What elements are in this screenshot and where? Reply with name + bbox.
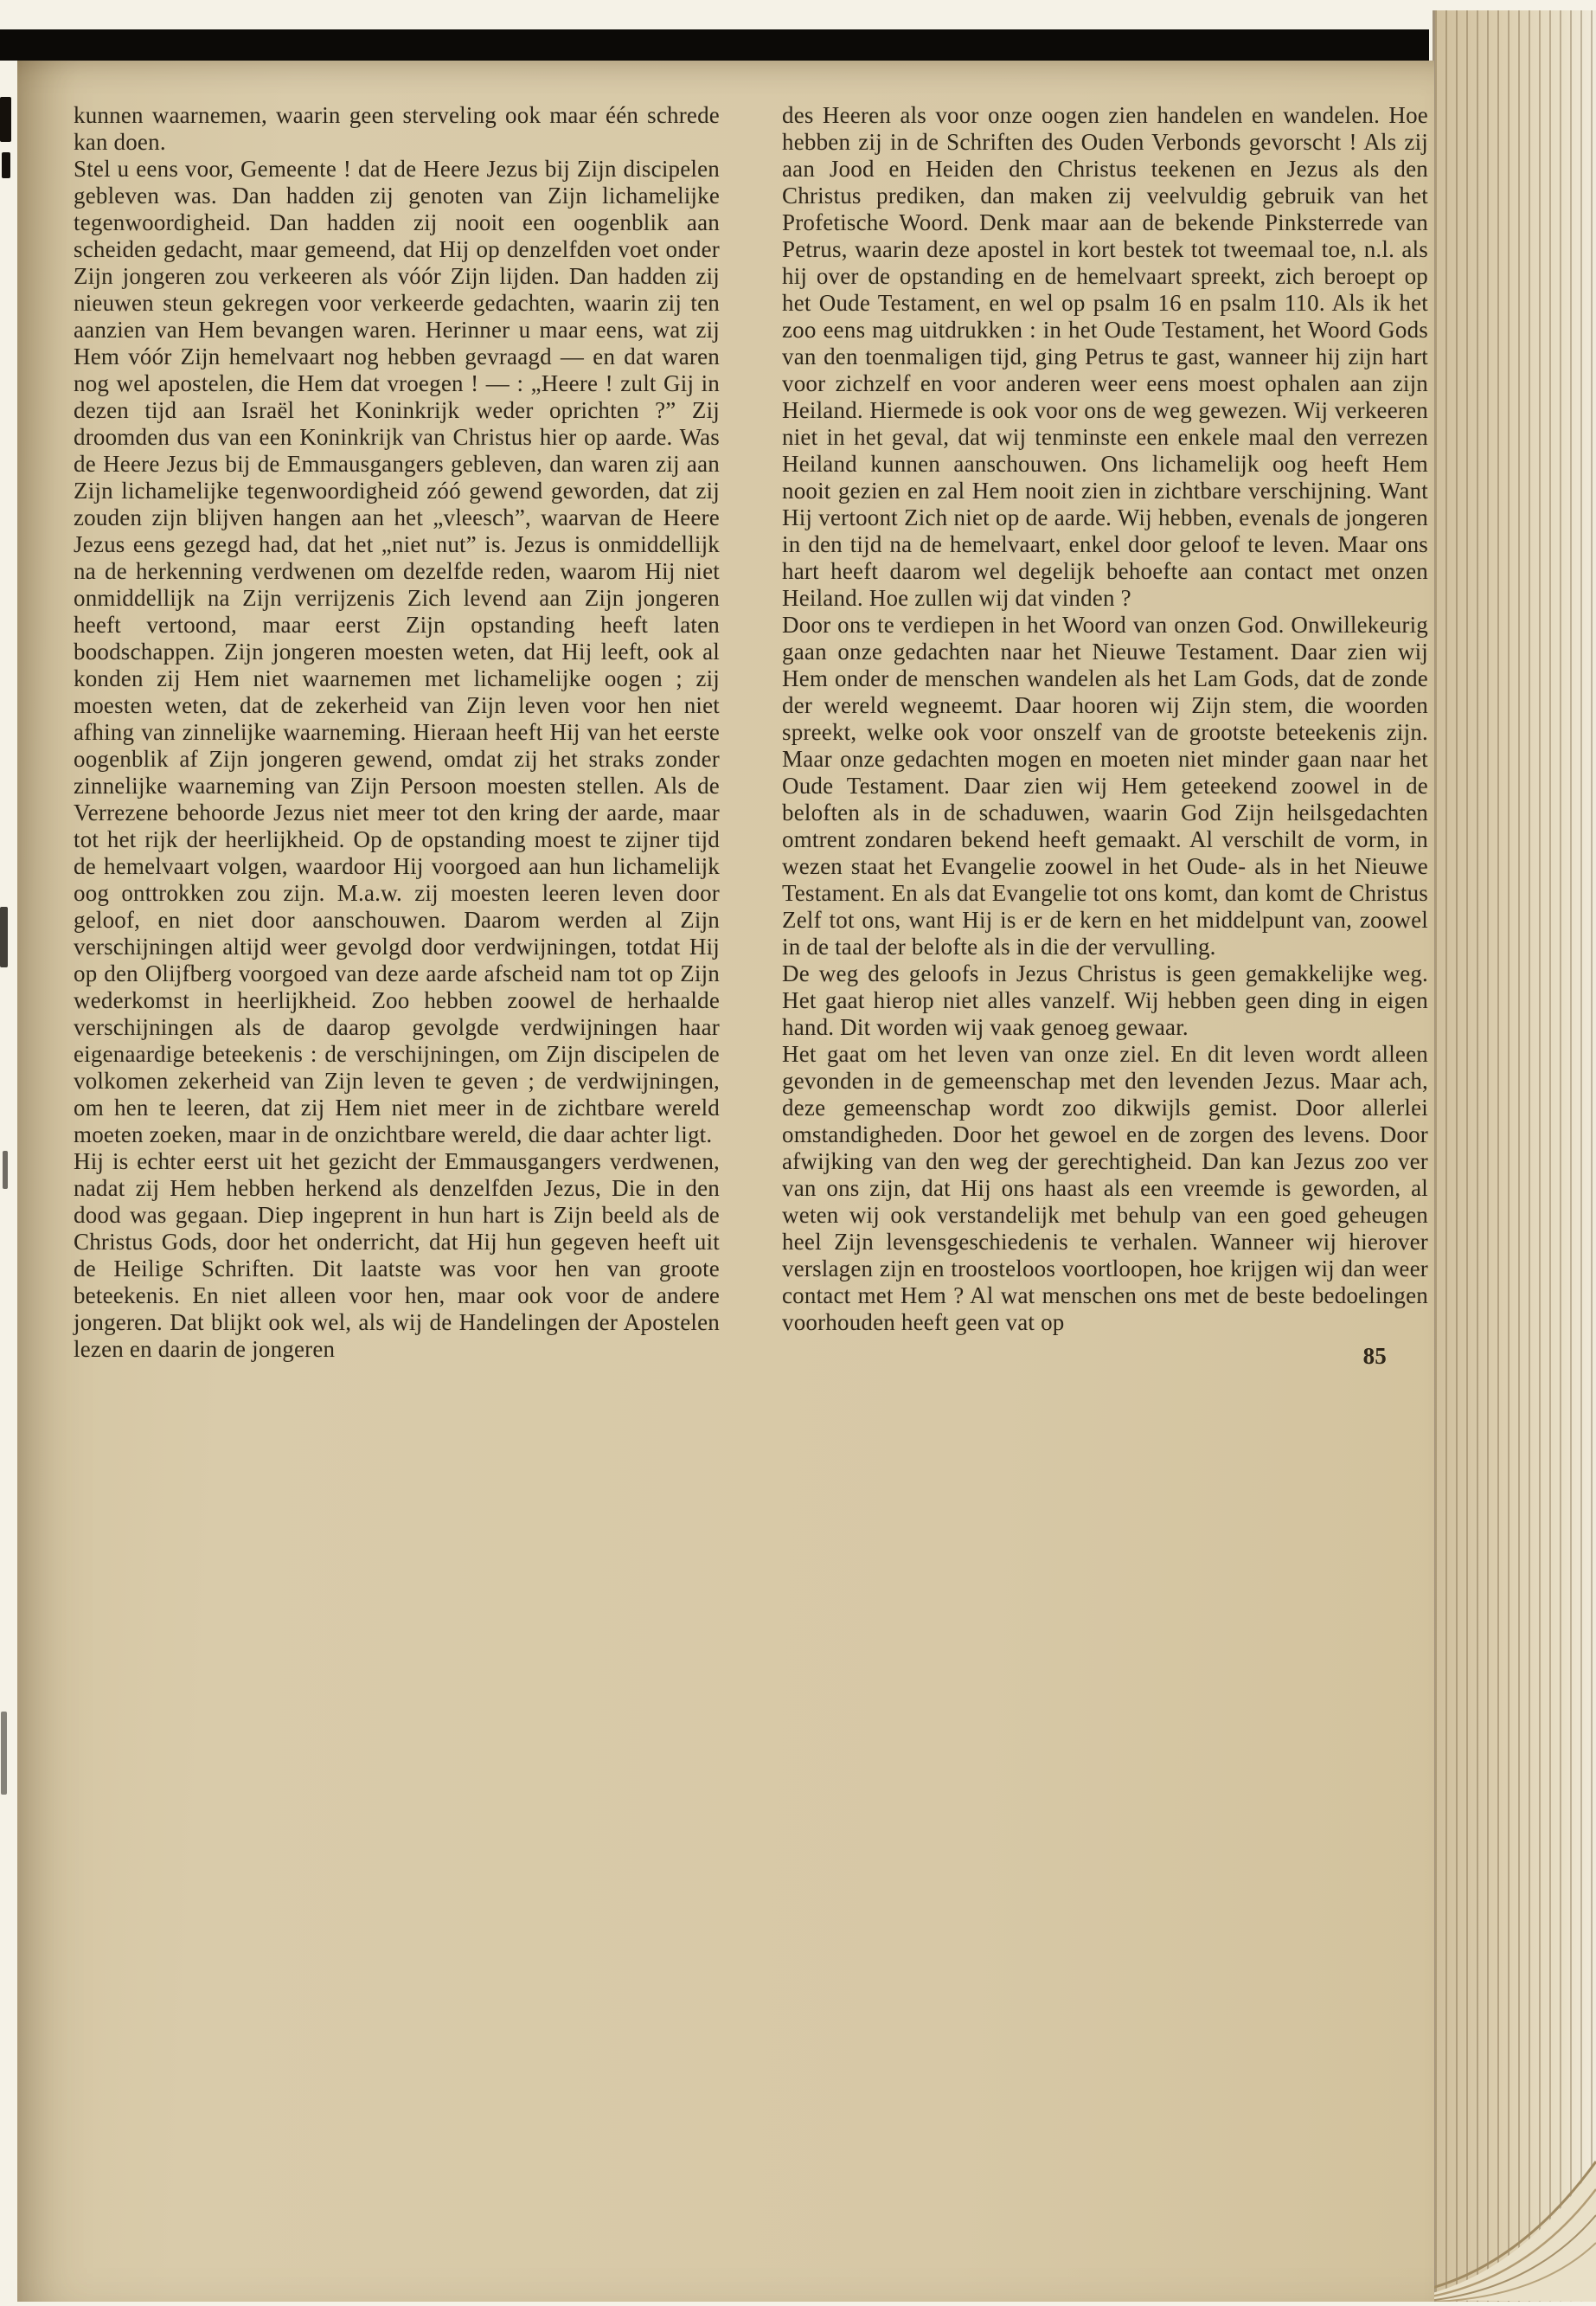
paragraph: des Heeren als voor onze oogen zien handelen en wandelen. Hoe hebben zij in de Schriften des Ouden Verbonds gevorscht ! Als zij aan Jood en Heiden den Christus teekenen en Jezus als den Christus prediken, dan maken zij veelvuldig gebruik van het Profetische Woord. Denk maar aan de bekende Pinksterrede van Petrus, waarin deze apostel in kort bestek tot tweemaal toe, n.l. als hij over de opstanding en de hemelvaart spreekt, zich beroept op het Oude Testament, en wel op psalm 16 en psalm 110. Als ik het zoo eens mag uitdrukken : in het Oude Testament, het Woord Gods van den toenmaligen tijd, ging Petrus te gast, wanneer hij zijn hart voor zichzelf en voor anderen weer eens moest ophalen aan zijn Heiland. Hiermede is ook voor ons de weg gewezen. Wij verkeeren niet in het geval, dat wij tenminste een enkele maal den verrezen Heiland kunnen aanschouwen. Ons lichamelijk oog heeft Hem nooit gezien en zal Hem nooit zien in zichtbare verschijning. Want Hij vertoont Zich niet op de aarde. Wij hebben, evenals de jongeren in den tijd na de hemelvaart, enkel door geloof te leven. Maar ons hart heeft daarom wel degelijk behoefte aan contact met onzen Heiland. Hoe zullen wij dat vinden ? [782, 102, 1428, 611]
paragraph: Stel u eens voor, Gemeente ! dat de Heere Jezus bij Zijn discipelen gebleven was. Dan hadden zij genoten van Zijn lichamelijke tegenwoordigheid. Dan hadden zij nooit een oogenblik aan scheiden gedacht, maar gemeend, dat Hij op denzelfden voet onder Zijn jongeren zou verkeeren als vóór Zijn lijden. Dan hadden zij nieuwen steun gekregen voor verkeerde gedachten, waarin zij ten aanzien van Hem bevangen waren. Herinner u maar eens, wat zij Hem vóór Zijn hemelvaart nog hebben gevraagd — en dat waren nog wel apostelen, die Hem dat vroegen ! — : „Heere ! zult Gij in dezen tijd aan Israël het Koninkrijk weder oprichten ?” Zij droomden dus van een Koninkrijk van Christus hier op aarde. Was de Heere Jezus bij de Emmausgangers gebleven, dan waren zij aan Zijn lichamelijke tegenwoordigheid zóó gewend geworden, dat zij zouden zijn blijven hangen aan het „vleesch”, waarvan de Heere Jezus eens gezegd had, dat het „niet nut” is. Jezus is onmiddellijk na de herkenning verdwenen om dezelfde reden, waarom Hij niet onmiddellijk na Zijn verrijzenis Zich levend aan Zijn jongeren heeft vertoond, maar eerst Zijn opstanding heeft laten boodschappen. Zijn jongeren moesten weten, dat Hij leeft, ook al konden zij Hem niet waarnemen met lichamelijke oogen ; zij moesten weten, dat de zekerheid van Zijn leven voor hen niet afhing van zinnelijke waarneming. Hieraan heeft Hij van het eerste oogenblik af Zijn jongeren gewend, omdat zij het straks zonder zinnelijke waarneming van Zijn Persoon moesten stellen. Als de Verrezene behoorde Jezus niet meer tot den kring der aarde, maar tot het rijk der heerlijkheid. Op de opstanding moest te zijner tijd de hemelvaart volgen, waardoor Hij voorgoed aan hun lichamelijk oog onttrokken zou zijn. M.a.w. zij moesten leeren leven door geloof, en niet door aanschouwen. Daarom werden al Zijn verschijningen altijd weer gevolgd door verdwijningen, totdat Hij op den Olijfberg voorgoed van deze aarde afscheid nam tot op Zijn wederkomst in heerlijkheid. Zoo hebben zoowel de herhaalde verschijningen als de daarop gevolgde verdwijningen haar eigenaardige beteekenis : de verschijningen, om Zijn discipelen de volkomen zekerheid van Zijn leven te geven ; de verdwijningen, om hen te leeren, dat zij Hem niet meer in de zichtbare wereld moeten zoeken, maar in de onzichtbare wereld, die daar achter ligt. [74, 156, 720, 1147]
left-edge-ink-mark [0, 907, 8, 967]
text-column-right [782, 102, 1428, 1370]
book-page-edges [1433, 10, 1596, 2302]
paragraph: Het gaat om het leven van onze ziel. En dit leven wordt alleen gevonden in de gemeenschap met den levenden Jezus. Maar ach, deze gemeenschap wordt zoo dikwijls gemist. Door allerlei omstandigheden. Door het gewoel en de zorgen des levens. Door afwijking van den weg der gerechtigheid. Dan kan Jezus zoo ver van ons zijn, dat Hij ons haast als een vreemde is geworden, al weten wij ook verstandelijk met behulp van een goed geheugen heel Zijn levensgeschiedenis te verhalen. Wanneer wij hierover verslagen zijn en troosteloos voortloopen, hoe krijgen wij dan weer contact met Hem ? Al wat menschen ons met de beste bedoelingen voorhouden heeft geen vat op [782, 1041, 1428, 1335]
paragraph: Door ons te verdiepen in het Woord van onzen God. Onwillekeurig gaan onze gedachten naar het Nieuwe Testament. Daar zien wij Hem onder de menschen wandelen als het Lam Gods, dat de zonde der wereld wegneemt. Daar hooren wij Zijn stem, die woorden spreekt, welke ook voor onszelf van de grootste beteekenis zijn. Maar onze gedachten mogen en moeten niet minder gaan naar het Oude Testament. Daar zien wij Hem geteekend zoowel in de beloften als in de schaduwen, waarin God Zijn heilsgedachten omtrent zondaren bekend heeft gemaakt. Al verschilt de vorm, in wezen staat het Evangelie zoowel in het Oude- als in het Nieuwe Testament. En als dat Evangelie tot ons komt, dan komt de Christus Zelf tot ons, want Hij is er de kern en het middelpunt van, zoowel in de taal der belofte als in die der vervulling. [782, 612, 1428, 960]
text-column-left [74, 102, 720, 1370]
page-top-black-bar [0, 29, 1429, 61]
page-number: 85 [1362, 1343, 1387, 1369]
text-columns [74, 102, 1428, 1370]
left-edge-ink-mark [2, 152, 10, 178]
book-page [17, 61, 1434, 2302]
left-edge-ink-mark [0, 97, 11, 142]
paragraph: kunnen waarnemen, waarin geen sterveling ook maar één schrede kan doen. [74, 102, 720, 155]
left-edge-ink-mark [3, 1151, 8, 1189]
paragraph: De weg des geloofs in Jezus Christus is geen gemakkelijke weg. Het gaat hierop niet alles vanzelf. Wij hebben geen ding in eigen hand. Dit worden wij vaak genoeg gewaar. [782, 960, 1428, 1040]
paragraph: Hij is echter eerst uit het gezicht der Emmausgangers verdwenen, nadat zij Hem hebben herkend als denzelfden Jezus, Die in den dood was gegaan. Diep ingeprent in hun hart is Zijn beeld als de Christus Gods, door het onderricht, dat Hij hun gegeven heeft uit de Heilige Schriften. Dit laatste was voor hen van groote beteekenis. En niet alleen voor hen, maar ook voor de andere jongeren. Dat blijkt ook wel, als wij de Handelingen der Apostelen lezen en daarin de jongeren [74, 1148, 720, 1362]
left-edge-ink-mark [1, 1712, 7, 1795]
